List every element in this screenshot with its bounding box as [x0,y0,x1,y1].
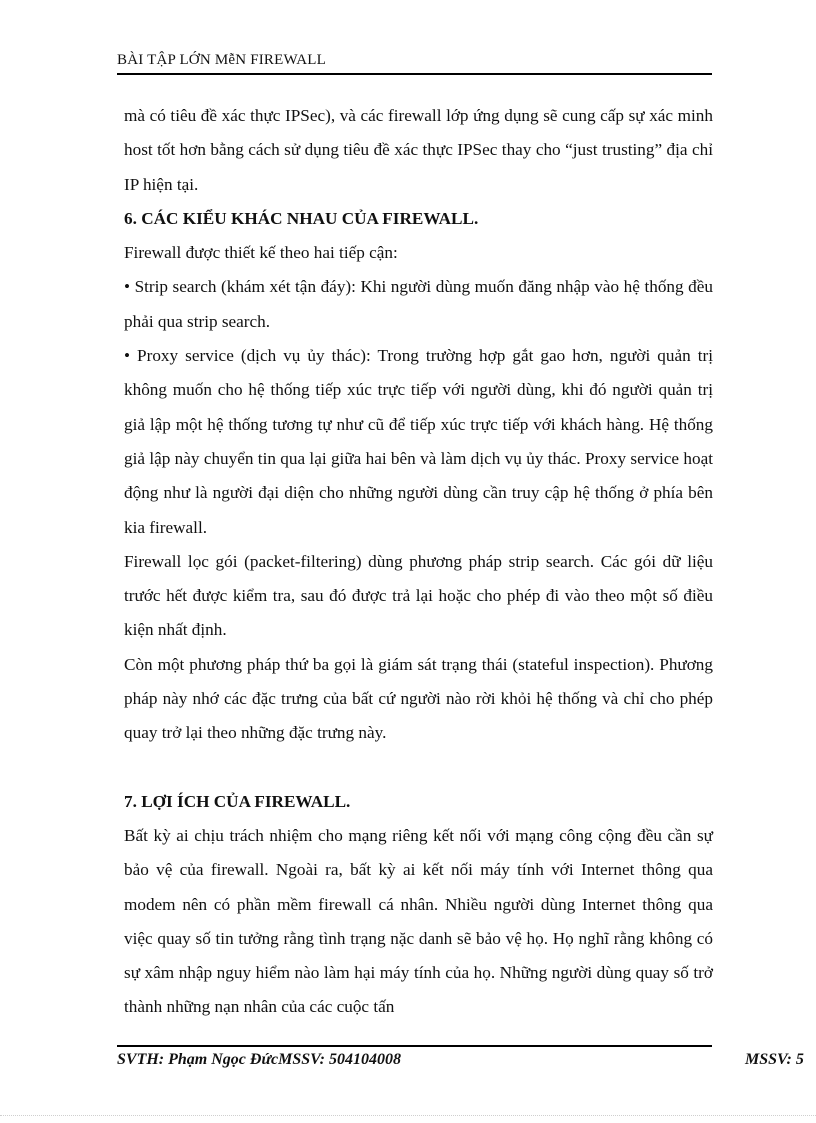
paragraph-intro: mà có tiêu đề xác thực IPSec), và các firewall lớp ứng dụng sẽ cung cấp sự xác minh host tốt hơn bằng cách sử dụng tiêu đề xác thực IPSec thay cho “just trusting” địa chỉ IP hiện tại. [124,106,713,194]
section-6-heading: 6. CÁC KIỂU KHÁC NHAU CỦA FIREWALL. [124,208,479,228]
paragraph-packet-filtering: Firewall lọc gói (packet-filtering) dùng phương pháp strip search. Các gói dữ liệu trước hết được kiểm tra, sau đó được trả lại hoặc cho phép đi vào theo một số điều kiện nhất định. [124,551,713,640]
footer-student-id: MSSV: 5 [745,1051,804,1068]
paragraph-strip-search: • Strip search (khám xét tận đáy): Khi người dùng muốn đăng nhập vào hệ thống đều phải qua strip search. [124,277,713,331]
paragraph-benefits: Bất kỳ ai chịu trách nhiệm cho mạng riêng kết nối với mạng công cộng đều cần sự bảo vệ của firewall. Ngoài ra, bất kỳ ai kết nối máy tính với Internet thông qua modem nên có phần mềm firewall cá nhân. Nhiều người dùng Internet thông qua việc quay số tin tưởng rằng tình trạng nặc danh sẽ bảo vệ họ. Họ nghĩ rằng không có sự xâm nhập nguy hiểm nào làm hại máy tính của họ. Những người dùng quay số trở thành những nạn nhân của các cuộc tấn [124,825,713,1017]
paragraph-stateful-inspection: Còn một phương pháp thứ ba gọi là giám sát trạng thái (stateful inspection). Phương pháp này nhớ các đặc trưng của bất cứ người nào rời khỏi hệ thống và chỉ cho phép quay trở lại theo những đặc trưng này. [124,654,713,743]
document-body [124,99,713,1025]
page-bottom-dotted-line [0,1115,816,1116]
page-header [117,52,712,69]
spacer [124,751,713,785]
paragraph-approaches: Firewall được thiết kế theo hai tiếp cận: [124,243,398,263]
paragraph-proxy-service: • Proxy service (dịch vụ ủy thác): Trong trường hợp gắt gao hơn, người quản trị không muốn cho hệ thống tiếp xúc trực tiếp với người dùng, khi đó người quản trị giả lập một hệ thống tương tự như cũ để tiếp xúc trực tiếp với khách hàng. Hệ thống giả lập này chuyển tin qua lại giữa hai bên và làm dịch vụ ủy thác. Proxy service hoạt động như là người đại diện cho những người dùng cần truy cập hệ thống ở phía bên kia firewall. [124,346,713,537]
header-divider [117,73,712,75]
footer-author: SVTH: Phạm Ngọc ĐứcMSSV: 504104008 [117,1051,401,1068]
section-7-heading: 7. LỢI ÍCH CỦA FIREWALL. [124,791,351,811]
header-title: BÀI TẬP LỚN MễN FIREWALL [117,52,326,68]
footer-divider [117,1045,712,1047]
